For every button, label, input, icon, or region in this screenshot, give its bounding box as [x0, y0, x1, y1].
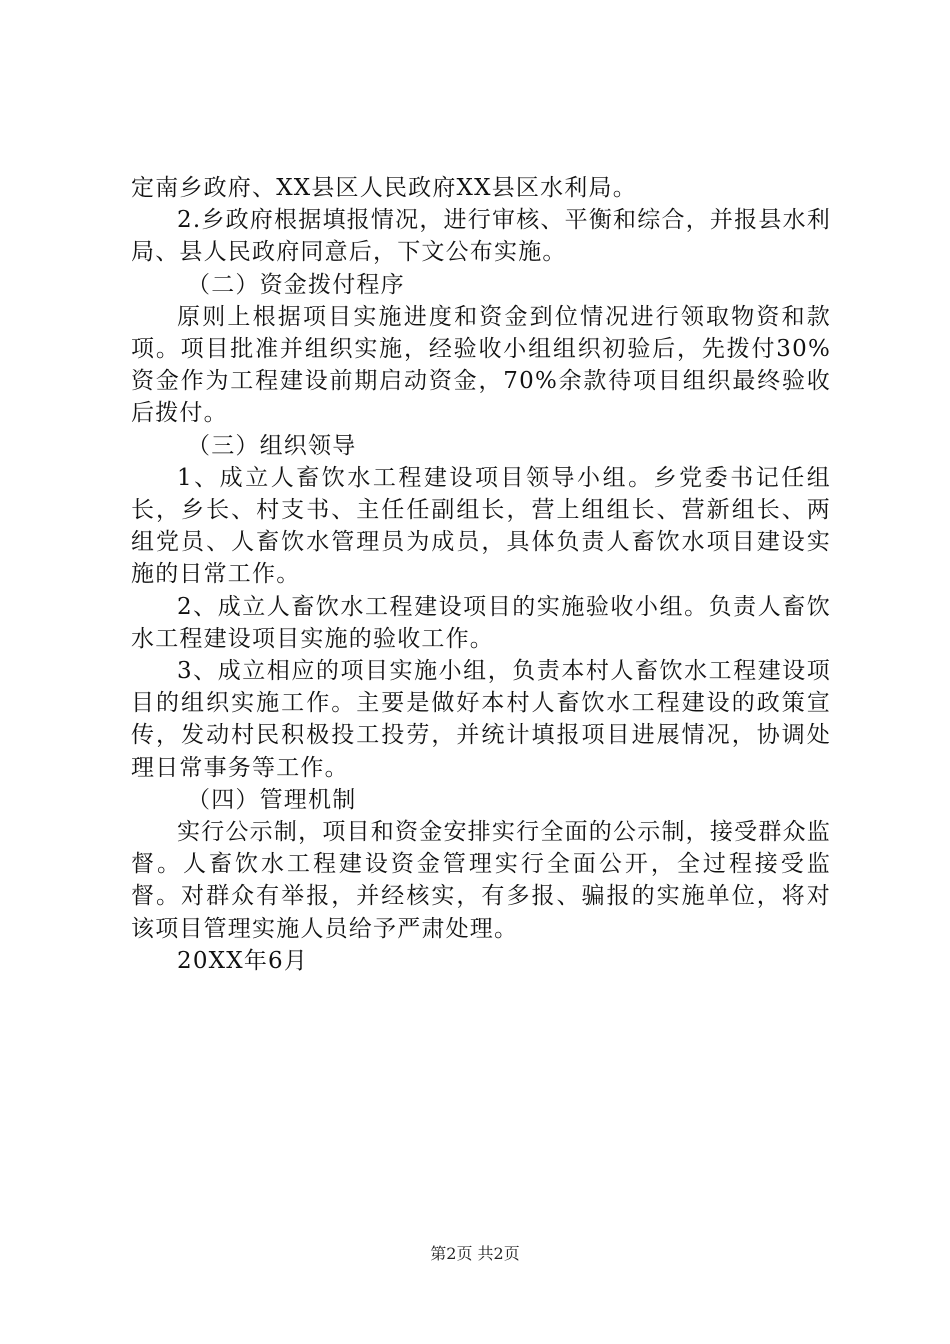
- section-heading-leadership: （三）组织领导: [187, 432, 357, 459]
- paragraph-item-2: 2.乡政府根据填报情况，进行审核、平衡和综合，并报县水利局、县人民政府同意后，下文公布实施。: [131, 207, 831, 266]
- paragraph-leadership-2: 2、成立人畜饮水工程建设项目的实施验收小组。负责人畜饮水工程建设项目实施的验收工作。: [131, 593, 831, 652]
- document-body: [131, 172, 831, 977]
- page-number: 第2页 共2页: [430, 1244, 520, 1263]
- document-date: 20XX年6月: [177, 947, 309, 974]
- paragraph-leadership-1: 1、成立人畜饮水工程建设项目领导小组。乡党委书记任组长，乡长、村支书、主任任副组长，营上组组长、营新组长、两组党员、人畜饮水管理员为成员，具体负责人畜饮水项目建设实施的日常工作。: [131, 464, 831, 588]
- paragraph-leadership-3: 3、成立相应的项目实施小组，负责本村人畜饮水工程建设项目的组织实施工作。主要是做好本村人畜饮水工程建设的政策宣传，发动村民积极投工投劳，并统计填报项目进展情况，协调处理日常事务等工作。: [131, 658, 831, 781]
- paragraph-management: 实行公示制，项目和资金安排实行全面的公示制，接受群众监督。人畜饮水工程建设资金管理实行全面公开，全过程接受监督。对群众有举报，并经核实，有多报、骗报的实施单位，将对该项目管理实施人员给予严肃处理。: [131, 819, 831, 942]
- section-heading-funding: （二）资金拨付程序: [187, 271, 405, 298]
- paragraph-funding: 原则上根据项目实施进度和资金到位情况进行领取物资和款项。项目批准并组织实施，经验收小组组织初验后，先拨付30%资金作为工程建设前期启动资金，70%余款待项目组织最终验收后拨付。: [131, 303, 831, 427]
- page-footer: [0, 1243, 950, 1265]
- section-heading-management: （四）管理机制: [187, 786, 357, 813]
- paragraph-recipients: 定南乡政府、XX县区人民政府XX县区水利局。: [131, 175, 637, 201]
